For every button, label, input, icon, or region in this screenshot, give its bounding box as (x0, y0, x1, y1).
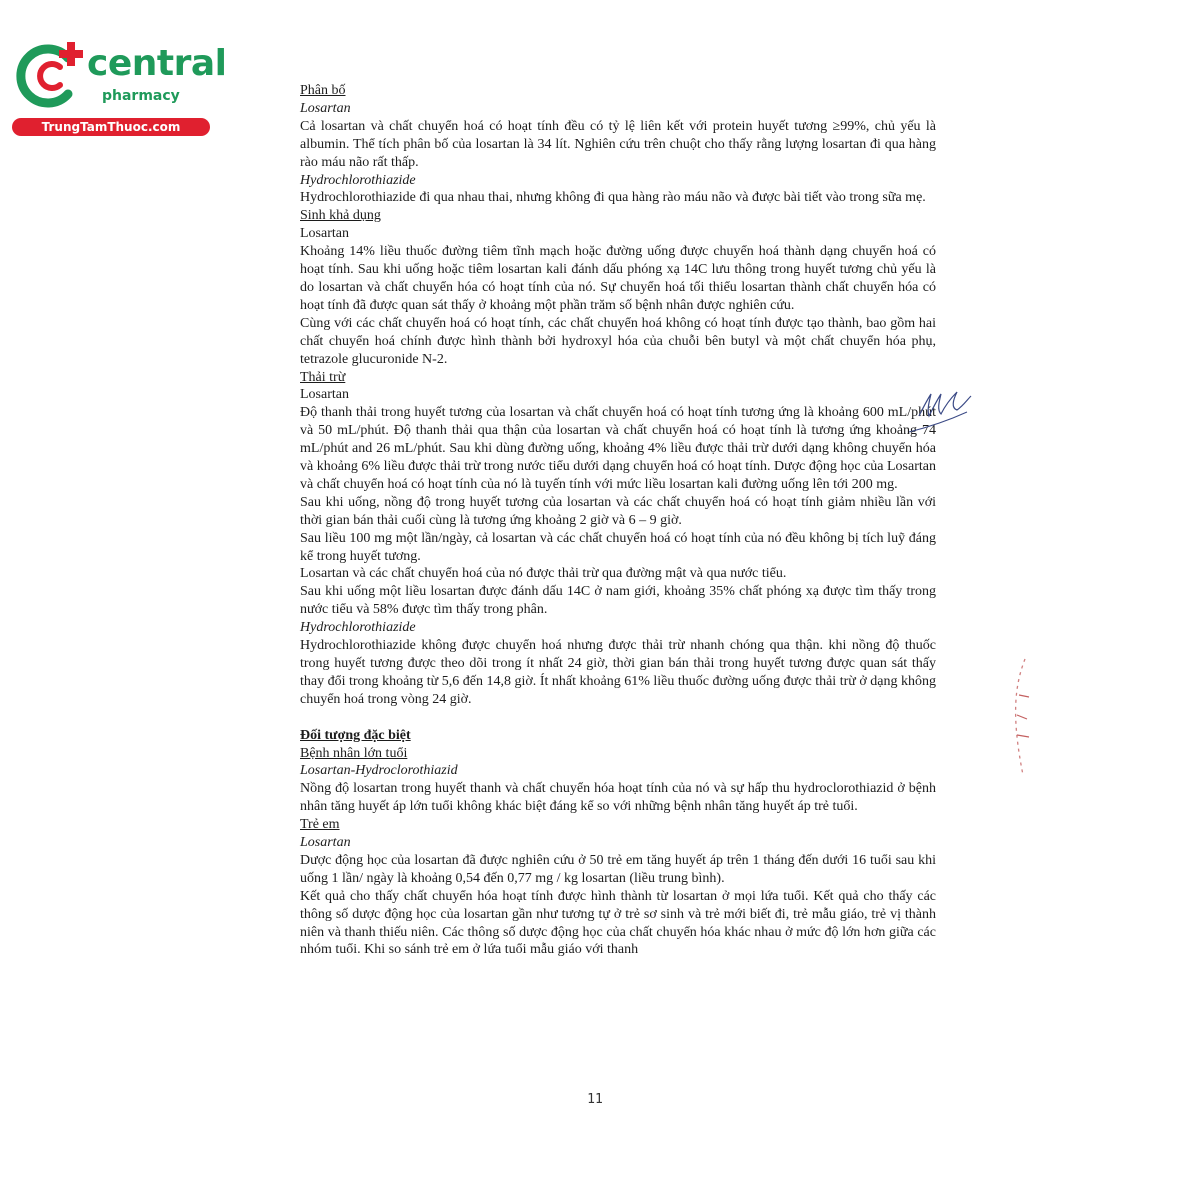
paragraph: Sau khi uống một liều losartan được đánh dấu 14C ở nam giới, khoảng 35% chất phóng xạ được tìm thấy trong nước tiểu và 58% được tìm thấy trong phân. (300, 584, 936, 618)
logo-website: TrungTamThuoc.com (12, 118, 210, 136)
paragraph: Losartan và các chất chuyển hoá của nó được thải trừ qua đường mật và qua nước tiểu. (300, 566, 787, 582)
subheading-losartan: Losartan (300, 100, 351, 116)
subheading-losartan: Losartan (300, 387, 349, 403)
section-heading-special-populations: Đối tượng đặc biệt (300, 727, 411, 743)
subheading-losartan: Losartan (300, 226, 349, 242)
logo-brand-subtitle: pharmacy (102, 88, 180, 104)
subsection-heading-elderly: Bệnh nhân lớn tuổi (300, 745, 408, 761)
paragraph: Cả losartan và chất chuyển hoá có hoạt tính đều có tỷ lệ liên kết với protein huyết tương ≥99%, chủ yếu là albumin. Thể tích phân bố của losartan là 34 lít. Nghiên cứu trên chuột cho thấy rằng lượng losartan đi qua hàng rào máu não rất thấp. (300, 118, 936, 170)
logo-brand-name: central (87, 43, 227, 84)
subheading-hydrochlorothiazide: Hydrochlorothiazide (300, 620, 416, 636)
central-pharmacy-logo (12, 38, 227, 138)
section-heading-distribution: Phân bố (300, 83, 346, 98)
spacer (300, 709, 936, 727)
paragraph: Cùng với các chất chuyển hoá có hoạt tính, các chất chuyển hoá không có hoạt tính được tạo thành, bao gồm hai chất chuyển hoá chính được hình thành bởi hydroxyl hóa của chuỗi bên butyl và một chất chuyển hóa phụ, tetrazole glucuronide N-2. (300, 315, 936, 367)
subheading-hydrochlorothiazide: Hydrochlorothiazide (300, 172, 416, 188)
handwritten-signature (905, 382, 975, 442)
subheading-losartan: Losartan (300, 835, 351, 851)
paragraph: Độ thanh thải trong huyết tương của losartan và chất chuyển hoá có hoạt tính tương ứng là khoảng 600 mL/phút và 50 mL/phút. Độ thanh thải qua thận của losartan và chất chuyển hoá có hoạt tính là tương ứng khoảng 74 mL/phút and 26 mL/phút. Sau khi dùng đường uống, khoảng 4% liều được thải trừ dưới dạng không chuyển hóa và khoảng 6% liều được thải trừ trong nước tiểu dưới dạng chuyển hoá có hoạt tính. Dược động học của Losartan và chất chuyển hoá có hoạt tính của nó là tuyến tính với mức liều losartan kali đường uống lên tới 200 mg. (300, 405, 936, 492)
section-heading-bioavailability: Sinh khả dụng (300, 208, 381, 224)
document-body (300, 82, 936, 959)
paragraph: Khoảng 14% liều thuốc đường tiêm tĩnh mạch hoặc đường uống được chuyển hoá thành dạng chuyển hoá có hoạt tính. Sau khi uống hoặc tiêm losartan kali đánh dấu phóng xạ 14C lưu thông trong huyết tương chủ yếu là do losartan và chất chuyển hóa có hoạt tính của nó. Sự chuyển hoá tối thiểu losartan thành chất chuyển hóa có hoạt tính đã được quan sát thấy ở khoảng một phần trăm số bệnh nhân được nghiên cứu. (300, 244, 936, 313)
paragraph: Kết quả cho thấy chất chuyển hóa hoạt tính được hình thành từ losartan ở mọi lứa tuổi. Kết quả cho thấy các thông số dược động học của losartan gần như tương tự ở trẻ sơ sinh và trẻ mới biết đi, trẻ mẫu giáo, trẻ vị thành niên và thanh thiếu niên. Các thông số dược động học của chất chuyển hóa khác nhau ở mức độ lớn hơn giữa các nhóm tuổi. Khi so sánh trẻ em ở lứa tuổi mẫu giáo với thanh (300, 888, 936, 958)
subsection-heading-children: Trẻ em (300, 817, 340, 833)
pharmacy-cross-icon (12, 38, 86, 112)
paragraph: Hydrochlorothiazide đi qua nhau thai, nhưng không đi qua hàng rào máu não và được bài tiết vào trong sữa mẹ. (300, 190, 926, 206)
paragraph: Dược động học của losartan đã được nghiên cứu ở 50 trẻ em tăng huyết áp trên 1 tháng đến dưới 16 tuổi sau khi uống 1 lần/ ngày là khoảng 0,54 đến 0,77 mg / kg losartan (liều trung bình). (300, 852, 936, 886)
paragraph: Sau khi uống, nồng độ trong huyết tương của losartan và các chất chuyển hoá có hoạt tính giảm nhiều lần với thời gian bán thải cuối cùng là tương ứng khoảng 2 giờ và 6 – 9 giờ. (300, 494, 936, 528)
section-heading-elimination: Thải trừ (300, 369, 346, 385)
paragraph: Sau liều 100 mg một lần/ngày, cả losartan và các chất chuyển hoá có hoạt tính của nó đều không bị tích luỹ đáng kể trong huyết tương. (300, 530, 936, 564)
partial-stamp-mark (1005, 655, 1037, 785)
paragraph: Nồng độ losartan trong huyết thanh và chất chuyển hóa hoạt tính của nó và sự hấp thu hydroclorothiazid ở bệnh nhân tăng huyết áp lớn tuổi không khác biệt đáng kể so với những bệnh nhân tăng huyết áp trẻ tuổi. (300, 781, 936, 815)
page-number: 11 (587, 1092, 603, 1107)
paragraph: Hydrochlorothiazide không được chuyển hoá nhưng được thải trừ nhanh chóng qua thận. khi nồng độ thuốc trong huyết tương được theo dõi trong ít nhất 24 giờ, thời gian bán thải trong huyết tương được quan sát thấy thay đổi trong khoảng từ 5,6 đến 14,8 giờ. Ít nhất khoảng 61% liều thuốc đường uống được thải trừ ở dạng không chuyển hoá trong vòng 24 giờ. (300, 638, 936, 707)
subheading-losartan-hydroclorothiazid: Losartan-Hydroclorothiazid (300, 763, 458, 779)
